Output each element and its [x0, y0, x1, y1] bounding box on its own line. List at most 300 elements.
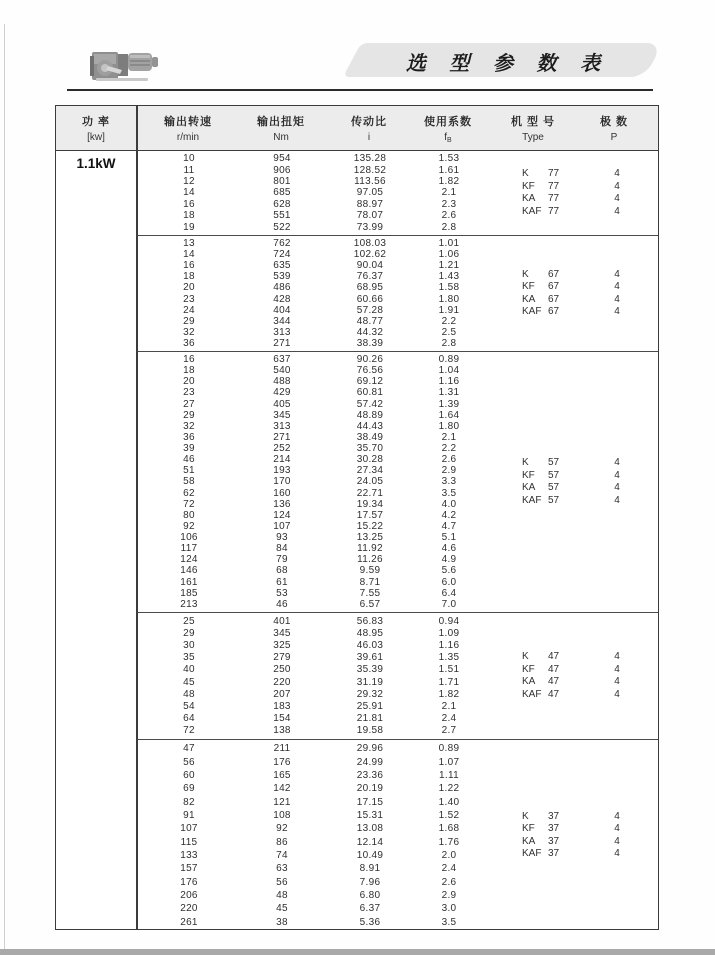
table-row: [137, 916, 658, 929]
ratio-cell: 17.15: [356, 796, 384, 808]
factor-cell: 2.9: [441, 465, 457, 477]
factor-cell: 1.16: [438, 376, 460, 388]
header-power-label: 功 率: [81, 116, 111, 128]
speed-cell: 32: [183, 326, 195, 338]
ratio-cell: 30.28: [356, 454, 384, 466]
speed-cell: 161: [180, 576, 198, 588]
speed-cell: 47: [183, 743, 195, 755]
header-rule: [67, 89, 653, 91]
factor-cell: 5.1: [441, 532, 457, 544]
factor-cell: 1.80: [438, 293, 460, 305]
type-row: [522, 810, 642, 823]
torque-cell: 211: [273, 743, 291, 755]
ratio-cell: 8.91: [359, 863, 381, 875]
ratio-cell: 39.61: [356, 652, 384, 664]
type-group: [522, 168, 642, 218]
table-row: [137, 521, 658, 532]
factor-cell: 1.39: [438, 398, 460, 410]
model-cell: KF 47: [522, 663, 560, 675]
model-cell: KF 57: [522, 469, 560, 481]
model-cell: KA 67: [522, 293, 560, 305]
speed-cell: 40: [183, 664, 195, 676]
factor-cell: 1.76: [438, 836, 460, 848]
torque-cell: 762: [273, 238, 291, 250]
torque-cell: 63: [276, 863, 288, 875]
table-row: [137, 577, 658, 588]
speed-cell: 62: [183, 487, 195, 499]
poles-cell: 4: [614, 293, 620, 305]
speed-cell: 82: [183, 796, 195, 808]
ratio-cell: 13.08: [356, 823, 384, 835]
table-row: [137, 615, 658, 627]
ratio-cell: 46.03: [356, 640, 384, 651]
ratio-cell: 12.14: [356, 836, 384, 848]
header-factor-label: 使用系数: [424, 116, 472, 128]
power-block: [137, 739, 658, 931]
factor-cell: 2.8: [441, 337, 457, 349]
torque-cell: 45: [276, 903, 288, 915]
torque-cell: 325: [273, 640, 291, 651]
model-cell: KAF 37: [522, 848, 560, 860]
type-row: [522, 180, 642, 193]
speed-cell: 27: [183, 398, 195, 410]
ratio-cell: 78.07: [356, 210, 384, 222]
type-row: [522, 193, 642, 206]
speed-cell: 69: [183, 783, 195, 795]
poles-cell: 4: [614, 676, 620, 687]
speed-cell: 12: [183, 176, 195, 188]
factor-cell: 3.0: [441, 903, 457, 915]
ratio-cell: 97.05: [356, 187, 384, 199]
table-row: [137, 889, 658, 902]
ratio-cell: 19.34: [356, 498, 384, 510]
factor-cell: 2.7: [441, 725, 457, 737]
factor-cell: 2.4: [441, 713, 457, 725]
torque-cell: 56: [276, 876, 288, 888]
speed-cell: 32: [183, 420, 195, 432]
ratio-cell: 11.26: [357, 554, 383, 566]
model-cell: K 47: [522, 650, 560, 662]
header-type-label: 机 型 号: [510, 116, 556, 128]
speed-cell: 115: [180, 836, 198, 848]
factor-cell: 0.89: [438, 743, 460, 755]
header-torque: [240, 113, 322, 143]
poles-cell: 4: [614, 456, 620, 468]
header-power: [56, 106, 136, 150]
page-title: 选 型 参 数 表: [405, 52, 610, 75]
ratio-cell: 24.99: [356, 756, 384, 768]
table-row: [137, 543, 658, 554]
ratio-cell: 7.55: [359, 587, 381, 599]
ratio-cell: 48.95: [356, 627, 384, 639]
speed-cell: 261: [180, 916, 198, 928]
factor-cell: 1.21: [438, 260, 460, 272]
table-row: [137, 599, 658, 610]
torque-cell: 279: [273, 652, 291, 664]
factor-cell: 1.82: [438, 688, 460, 700]
speed-cell: 51: [183, 465, 195, 477]
speed-cell: 45: [183, 676, 195, 688]
type-row: [522, 457, 642, 470]
header-poles-unit: P: [610, 132, 618, 143]
ratio-cell: 29.96: [356, 743, 384, 755]
factor-cell: 1.22: [438, 783, 460, 795]
factor-cell: 2.1: [441, 187, 457, 199]
torque-cell: 138: [273, 725, 291, 737]
speed-cell: 13: [183, 238, 195, 250]
header-poles: [586, 113, 642, 143]
ratio-cell: 6.37: [359, 903, 381, 915]
torque-cell: 220: [273, 676, 291, 688]
model-cell: K 77: [522, 167, 560, 179]
factor-cell: 1.61: [438, 164, 460, 176]
torque-cell: 207: [273, 688, 291, 700]
speed-cell: 206: [180, 890, 198, 902]
factor-cell: 4.9: [441, 554, 457, 566]
ratio-cell: 57.28: [356, 304, 384, 316]
factor-cell: 2.2: [441, 315, 457, 327]
table-row: [137, 902, 658, 915]
ratio-cell: 31.19: [356, 676, 384, 688]
ratio-cell: 68.95: [356, 282, 384, 294]
power-block: [137, 351, 658, 612]
speed-cell: 16: [183, 198, 195, 210]
speed-cell: 10: [183, 153, 195, 165]
ratio-cell: 128.52: [353, 164, 387, 176]
factor-cell: 4.2: [441, 509, 457, 521]
factor-cell: 2.9: [441, 890, 457, 902]
torque-cell: 954: [273, 153, 291, 165]
ratio-cell: 108.03: [353, 238, 387, 250]
poles-cell: 4: [614, 268, 620, 280]
type-row: [522, 306, 642, 319]
power-block: [137, 151, 658, 235]
factor-cell: 2.1: [441, 431, 457, 443]
ratio-cell: 60.66: [356, 293, 384, 305]
table-row: [137, 588, 658, 599]
factor-cell: 1.07: [438, 756, 460, 768]
table-row: [137, 421, 658, 432]
table-row: [137, 222, 658, 233]
factor-cell: 1.52: [438, 809, 460, 821]
torque-cell: 522: [273, 221, 291, 233]
torque-cell: 313: [273, 326, 291, 338]
header-ratio: [322, 113, 416, 143]
table-row: [137, 755, 658, 768]
ratio-cell: 15.22: [356, 520, 384, 532]
speed-cell: 72: [183, 498, 195, 510]
table-row: [137, 376, 658, 387]
torque-cell: 107: [273, 520, 291, 532]
ratio-cell: 90.04: [356, 260, 384, 272]
type-row: [522, 469, 642, 482]
speed-cell: 36: [183, 431, 195, 443]
factor-cell: 1.11: [439, 769, 459, 781]
ratio-cell: 76.37: [356, 271, 384, 283]
torque-cell: 539: [273, 271, 291, 283]
model-cell: KA 77: [522, 193, 560, 204]
speed-cell: 92: [183, 520, 195, 532]
torque-cell: 404: [273, 304, 291, 316]
poles-cell: 4: [614, 306, 620, 318]
table-row: [137, 742, 658, 755]
speed-cell: 16: [183, 354, 195, 366]
speed-cell: 14: [183, 187, 195, 199]
ratio-cell: 27.34: [356, 465, 384, 477]
speed-cell: 185: [180, 587, 198, 599]
speed-cell: 29: [183, 409, 195, 421]
ratio-cell: 19.58: [356, 725, 384, 737]
torque-cell: 160: [273, 487, 291, 499]
torque-cell: 345: [273, 409, 291, 421]
table-body: [137, 151, 658, 929]
torque-cell: 176: [273, 756, 291, 768]
torque-cell: 154: [273, 713, 291, 725]
speed-cell: 18: [183, 365, 195, 377]
poles-cell: 4: [614, 167, 620, 179]
factor-cell: 1.16: [438, 640, 460, 651]
speed-cell: 54: [183, 701, 195, 713]
header-factor: [416, 113, 480, 143]
factor-cell: 1.91: [438, 304, 460, 316]
poles-cell: 4: [614, 835, 620, 847]
type-row: [522, 836, 642, 849]
table-row: [137, 700, 658, 712]
type-group: [522, 457, 642, 507]
model-cell: KA 47: [522, 676, 560, 687]
poles-cell: 4: [614, 494, 620, 506]
model-cell: KA 57: [522, 482, 560, 493]
torque-cell: 170: [273, 476, 291, 488]
factor-cell: 1.53: [438, 153, 460, 165]
factor-cell: 1.31: [438, 387, 460, 399]
speed-cell: 48: [183, 688, 195, 700]
speed-cell: 56: [183, 756, 195, 768]
factor-cell: 1.80: [438, 420, 460, 432]
speed-cell: 39: [183, 443, 195, 455]
torque-cell: 486: [273, 282, 291, 294]
factor-cell: 2.5: [441, 326, 457, 338]
ratio-cell: 24.05: [356, 476, 384, 488]
factor-cell: 2.8: [441, 221, 457, 233]
table-row: [137, 876, 658, 889]
ratio-cell: 25.91: [356, 701, 384, 713]
ratio-cell: 76.56: [356, 365, 384, 377]
torque-cell: 628: [273, 198, 291, 210]
ratio-cell: 38.49: [356, 431, 384, 443]
poles-cell: 4: [614, 180, 620, 192]
speed-cell: 29: [183, 627, 195, 639]
torque-cell: 53: [276, 587, 288, 599]
factor-cell: 4.6: [441, 543, 457, 555]
torque-cell: 86: [276, 836, 288, 848]
ratio-cell: 7.96: [359, 876, 381, 888]
speed-cell: 60: [183, 769, 195, 781]
factor-cell: 2.4: [441, 863, 457, 875]
selection-table: [55, 105, 659, 930]
poles-cell: 4: [614, 822, 620, 834]
power-block: [137, 612, 658, 739]
factor-cell: 1.40: [438, 796, 460, 808]
ratio-cell: 113.56: [354, 176, 386, 188]
torque-cell: 801: [273, 176, 291, 188]
speed-cell: 18: [183, 210, 195, 222]
factor-cell: 2.6: [441, 210, 457, 222]
torque-cell: 252: [273, 443, 291, 455]
header-columns: [136, 106, 658, 150]
type-row: [522, 676, 642, 689]
ratio-cell: 88.97: [356, 198, 384, 210]
torque-cell: 136: [273, 498, 291, 510]
model-cell: KAF 47: [522, 688, 560, 700]
ratio-cell: 21.81: [356, 713, 384, 725]
type-row: [522, 823, 642, 836]
table-row: [137, 554, 658, 565]
table-row: [137, 639, 658, 651]
type-row: [522, 268, 642, 281]
factor-cell: 1.58: [438, 282, 460, 294]
torque-cell: 551: [273, 210, 291, 222]
torque-cell: 428: [273, 293, 291, 305]
poles-cell: 4: [614, 482, 620, 493]
torque-cell: 313: [273, 420, 291, 432]
factor-cell: 1.04: [438, 365, 460, 377]
torque-cell: 271: [273, 431, 291, 443]
table-row: [137, 153, 658, 164]
torque-cell: 345: [273, 627, 291, 639]
speed-cell: 23: [183, 387, 195, 399]
speed-cell: 107: [180, 823, 198, 835]
header-factor-unit: $f_B$: [444, 132, 452, 144]
header-torque-unit: Nm: [273, 132, 289, 143]
torque-cell: 637: [273, 354, 291, 366]
header-speed-label: 输出转速: [164, 116, 212, 128]
torque-cell: 724: [273, 249, 291, 261]
model-cell: KAF 67: [522, 306, 560, 318]
table-row: [137, 532, 658, 543]
model-cell: K 37: [522, 810, 560, 822]
factor-cell: 0.89: [438, 354, 460, 366]
speed-cell: 25: [183, 615, 195, 627]
speed-cell: 23: [183, 293, 195, 305]
poles-cell: 4: [614, 280, 620, 292]
ratio-cell: 44.43: [356, 420, 384, 432]
speed-cell: 16: [183, 260, 195, 272]
factor-cell: 7.0: [441, 598, 457, 610]
table-row: [137, 627, 658, 639]
factor-cell: 2.0: [441, 850, 457, 862]
torque-cell: 488: [273, 376, 291, 388]
factor-cell: 1.35: [438, 652, 460, 664]
torque-cell: 92: [276, 823, 288, 835]
table-row: [137, 862, 658, 875]
speed-cell: 18: [183, 271, 195, 283]
torque-cell: 685: [273, 187, 291, 199]
bottom-band: [0, 949, 715, 955]
torque-cell: 48: [276, 890, 288, 902]
factor-cell: 3.5: [441, 487, 457, 499]
factor-cell: 2.1: [441, 701, 457, 713]
torque-cell: 271: [273, 337, 291, 349]
table-row: [137, 365, 658, 376]
torque-cell: 250: [273, 664, 291, 676]
ratio-cell: 35.70: [356, 443, 384, 455]
torque-cell: 46: [276, 598, 288, 610]
ratio-cell: 9.59: [359, 565, 381, 577]
torque-cell: 61: [276, 576, 288, 588]
torque-cell: 38: [276, 916, 288, 928]
torque-cell: 108: [273, 809, 291, 821]
ratio-cell: 44.32: [356, 326, 384, 338]
speed-cell: 117: [180, 543, 198, 555]
model-cell: K 67: [522, 268, 560, 280]
table-row: [137, 565, 658, 576]
torque-cell: 165: [273, 769, 291, 781]
ratio-cell: 35.39: [356, 664, 384, 676]
gearmotor-photo: [90, 44, 166, 84]
factor-cell: 4.0: [441, 498, 457, 510]
factor-cell: 1.06: [438, 249, 460, 261]
speed-cell: 46: [183, 454, 195, 466]
ratio-cell: 48.89: [356, 409, 384, 421]
ratio-cell: 13.25: [356, 532, 384, 544]
ratio-cell: 29.32: [356, 688, 384, 700]
speed-cell: 133: [180, 850, 198, 862]
torque-cell: 79: [276, 554, 288, 566]
table-row: [137, 795, 658, 808]
type-row: [522, 168, 642, 181]
speed-cell: 157: [180, 863, 198, 875]
factor-cell: 3.5: [441, 916, 457, 928]
factor-cell: 5.6: [441, 565, 457, 577]
speed-cell: 19: [183, 221, 195, 233]
model-cell: KAF 77: [522, 205, 560, 217]
type-row: [522, 651, 642, 664]
speed-cell: 146: [180, 565, 198, 577]
ratio-cell: 102.62: [353, 249, 387, 261]
speed-cell: 29: [183, 315, 195, 327]
torque-cell: 214: [273, 454, 291, 466]
type-group: [522, 651, 642, 701]
type-row: [522, 294, 642, 307]
power-block: [137, 235, 658, 351]
poles-cell: 4: [614, 650, 620, 662]
factor-cell: 1.82: [438, 176, 460, 188]
type-row: [522, 281, 642, 294]
factor-cell: 6.0: [441, 576, 457, 588]
ratio-cell: 57.42: [356, 398, 384, 410]
type-row: [522, 689, 642, 702]
torque-cell: 121: [273, 796, 291, 808]
table-row: [137, 410, 658, 421]
factor-cell: 0.94: [438, 615, 460, 627]
torque-cell: 401: [273, 615, 291, 627]
torque-cell: 429: [273, 387, 291, 399]
type-group: [522, 810, 642, 860]
speed-cell: 106: [180, 532, 198, 544]
factor-cell: 3.3: [441, 476, 457, 488]
speed-cell: 20: [183, 376, 195, 388]
header-power-unit: [kw]: [87, 132, 105, 143]
header-torque-label: 输出扭矩: [257, 116, 305, 128]
ratio-cell: 90.26: [356, 354, 384, 366]
table-row: [137, 725, 658, 737]
table-row: [137, 327, 658, 338]
table-row: [137, 354, 658, 365]
poles-cell: 4: [614, 469, 620, 481]
model-cell: KF 37: [522, 822, 560, 834]
factor-cell: 2.2: [441, 443, 457, 455]
